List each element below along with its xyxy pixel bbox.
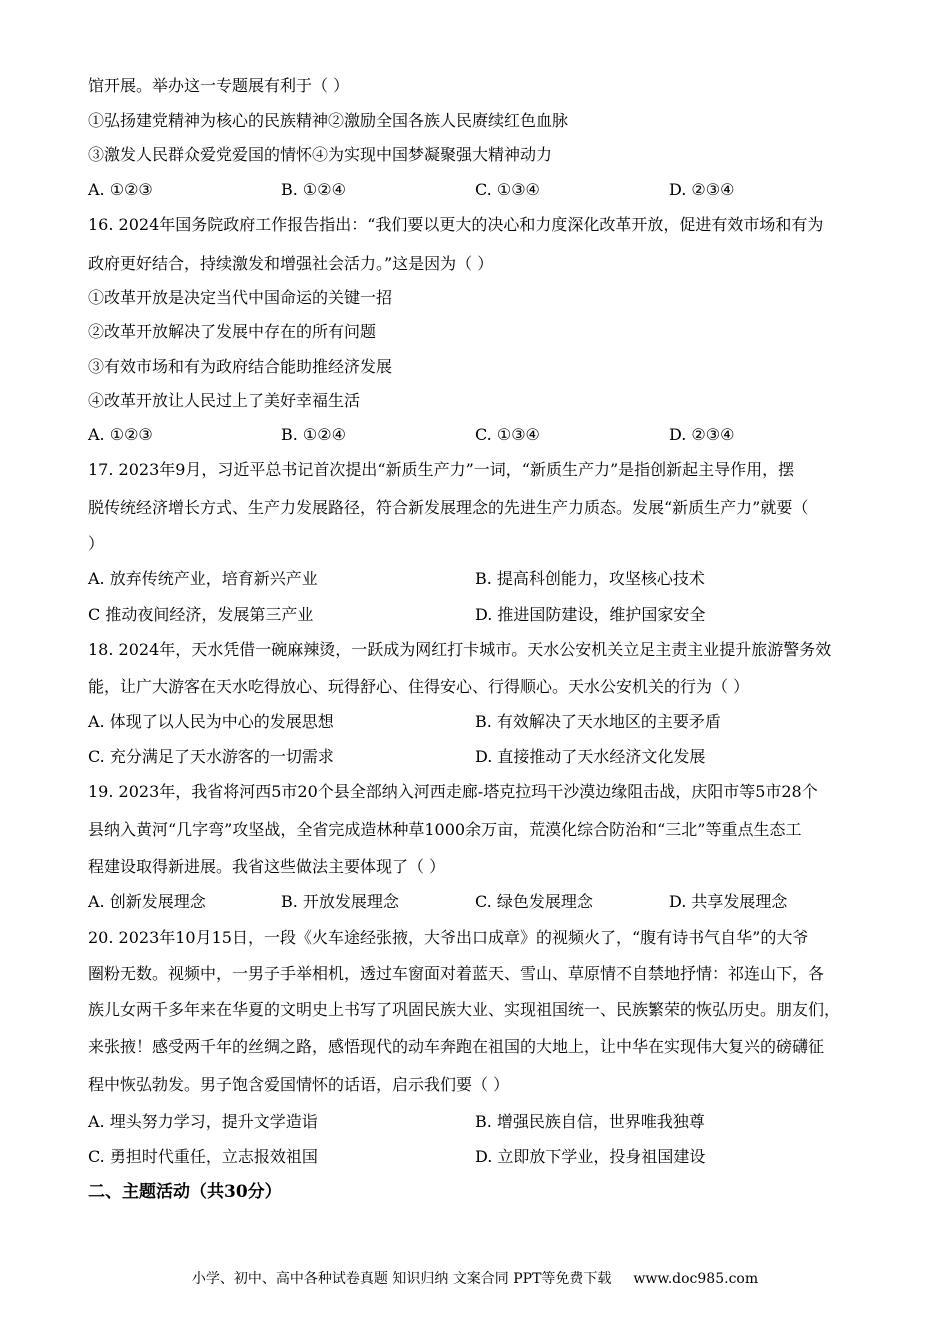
footer-url[interactable]: www.doc985.com bbox=[633, 1271, 759, 1287]
q19-option-a: A. 创新发展理念 bbox=[88, 892, 206, 911]
q16-stem-line-1: 16. 2024年国务院政府工作报告指出：“我们要以更大的决心和力度深化改革开放，促进有效市场和有为 bbox=[88, 215, 824, 234]
q18-option-d: D. 直接推动了天水经济文化发展 bbox=[475, 747, 706, 766]
q20-stem-line-3: 族儿女两千多年来在华夏的文明史上书写了巩固民族大业、实现祖国统一、民族繁荣的恢弘历史。朋友们， bbox=[88, 1000, 841, 1019]
q16-stem-line-2: 政府更好结合，持续激发和增强社会活力。”这是因为（ ） bbox=[88, 254, 494, 273]
q15-option-c: C. ①③④ bbox=[475, 180, 540, 199]
q16-statement-3: ③有效市场和有为政府结合能助推经济发展 bbox=[88, 357, 393, 376]
q17-stem-line-3: ） bbox=[88, 534, 105, 553]
q19-stem-line-3: 程建设取得新进展。我省这些做法主要体现了（ ） bbox=[88, 857, 446, 876]
q16-option-a: A. ①②③ bbox=[88, 425, 153, 444]
q18-option-c: C. 充分满足了天水游客的一切需求 bbox=[88, 747, 334, 766]
q17-stem-line-1: 17. 2023年9月，习近平总书记首次提出“新质生产力”一词，“新质生产力”是指创新起主导作用，摆 bbox=[88, 460, 795, 479]
q20-option-b: B. 增强民族自信，世界唯我独尊 bbox=[475, 1112, 705, 1131]
q18-option-b: B. 有效解决了天水地区的主要矛盾 bbox=[475, 712, 721, 731]
q19-option-d: D. 共享发展理念 bbox=[669, 892, 788, 911]
section-2-heading: 二、主题活动（共30分） bbox=[88, 1182, 282, 1202]
q19-stem-line-1: 19. 2023年，我省将河西5市20个县全部纳入河西走廊-塔克拉玛干沙漠边缘阻击战，庆阳市等5市28个 bbox=[88, 782, 818, 801]
q20-stem-line-1: 20. 2023年10月15日，一段《火车途经张掖，大爷出口成章》的视频火了，“腹有诗书气自华”的大爷 bbox=[88, 928, 809, 947]
q15-option-a: A. ①②③ bbox=[88, 180, 153, 199]
q15-stem-continuation: 馆开展。举办这一专题展有利于（ ） bbox=[88, 76, 350, 95]
q15-option-b: B. ①②④ bbox=[281, 180, 346, 199]
q17-option-b: B. 提高科创能力，攻坚核心技术 bbox=[475, 569, 705, 588]
q19-stem-line-2: 县纳入黄河“几字弯”攻坚战，全省完成造林种草1000余万亩，荒漠化综合防治和“三北”等重点生态工 bbox=[88, 820, 802, 839]
q17-option-a: A. 放弃传统产业，培育新兴产业 bbox=[88, 569, 318, 588]
page-footer bbox=[0, 1270, 950, 1288]
q20-option-d: D. 立即放下学业，投身祖国建设 bbox=[475, 1147, 706, 1166]
q16-statement-4: ④改革开放让人民过上了美好幸福生活 bbox=[88, 391, 361, 410]
q15-statement-1: ①弘扬建党精神为核心的民族精神②激励全国各族人民赓续红色血脉 bbox=[88, 111, 569, 130]
q16-option-d: D. ②③④ bbox=[669, 425, 735, 444]
q17-option-c: C 推动夜间经济，发展第三产业 bbox=[88, 605, 314, 624]
q18-option-a: A. 体现了以人民为中心的发展思想 bbox=[88, 712, 334, 731]
q20-option-a: A. 埋头努力学习，提升文学造诣 bbox=[88, 1112, 318, 1131]
q19-option-c: C. 绿色发展理念 bbox=[475, 892, 593, 911]
q20-stem-line-4: 来张掖！感受两千年的丝绸之路，感悟现代的动车奔跑在祖国的大地上，让中华在实现伟大复兴的磅礴征 bbox=[88, 1037, 825, 1056]
q17-option-d: D. 推进国防建设，维护国家安全 bbox=[475, 605, 706, 624]
q15-option-d: D. ②③④ bbox=[669, 180, 735, 199]
q16-option-c: C. ①③④ bbox=[475, 425, 540, 444]
footer-text: 小学、初中、高中各种试卷真题 知识归纳 文案合同 PPT等免费下载 bbox=[191, 1271, 612, 1287]
q18-stem-line-1: 18. 2024年，天水凭借一碗麻辣烫，一跃成为网红打卡城市。天水公安机关立足主责主业提升旅游警务效 bbox=[88, 640, 832, 659]
q20-stem-line-5: 程中恢弘勃发。男子饱含爱国情怀的话语，启示我们要（ ） bbox=[88, 1075, 510, 1094]
q16-option-b: B. ①②④ bbox=[281, 425, 346, 444]
q16-statement-2: ②改革开放解决了发展中存在的所有问题 bbox=[88, 322, 377, 341]
q20-option-c: C. 勇担时代重任，立志报效祖国 bbox=[88, 1147, 318, 1166]
q20-stem-line-2: 圈粉无数。视频中，一男子手举相机，透过车窗面对着蓝天、雪山、草原情不自禁地抒情：祁连山下，各 bbox=[88, 964, 825, 983]
q15-statement-2: ③激发人民群众爱党爱国的情怀④为实现中国梦凝聚强大精神动力 bbox=[88, 145, 553, 164]
q18-stem-line-2: 能，让广大游客在天水吃得放心、玩得舒心、住得安心、行得顺心。天水公安机关的行为（ ） bbox=[88, 677, 750, 696]
q16-statement-1: ①改革开放是决定当代中国命运的关键一招 bbox=[88, 288, 393, 307]
q19-option-b: B. 开放发展理念 bbox=[281, 892, 399, 911]
q17-stem-line-2: 脱传统经济增长方式、生产力发展路径，符合新发展理念的先进生产力质态。发展“新质生产力”就要（ bbox=[88, 498, 809, 517]
